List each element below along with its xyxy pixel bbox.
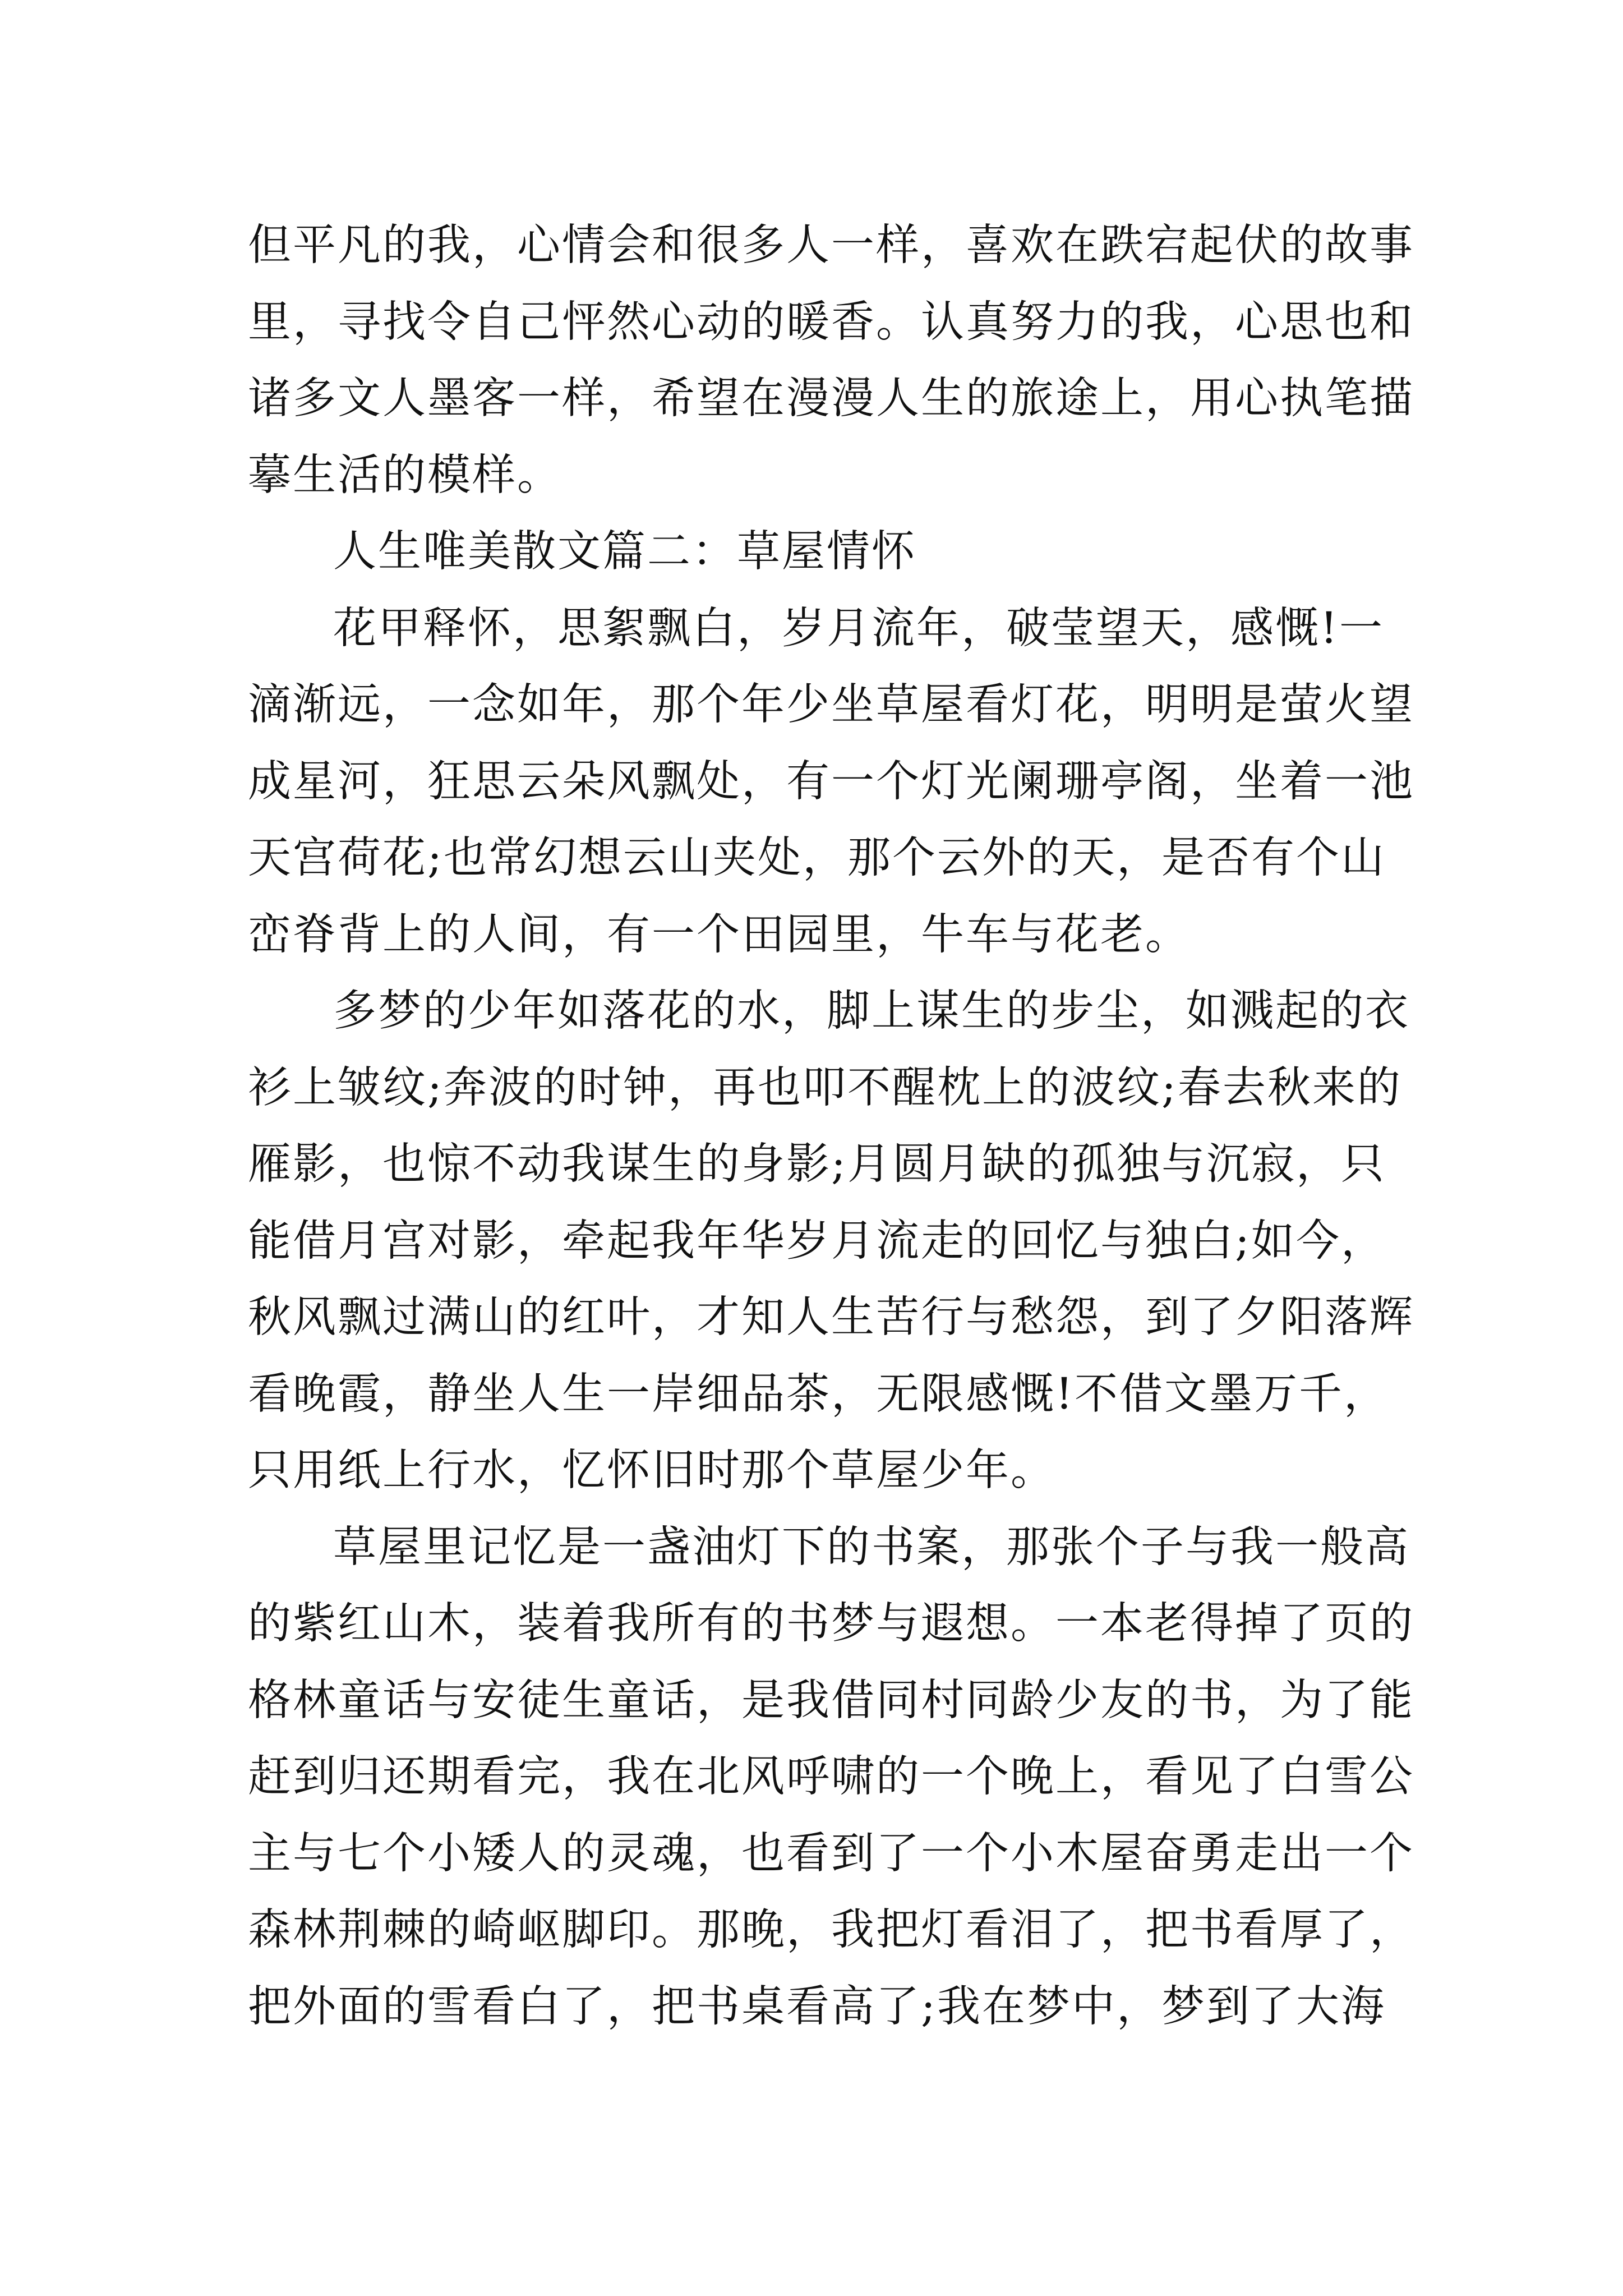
text-line: 成星河，狂思云朵风飘处，有一个灯光阑珊亭阁，坐着一池 xyxy=(248,756,1414,807)
text-line: 里，寻找令自己怦然心动的暖香。认真努力的我，心思也和 xyxy=(248,297,1414,347)
text-line: 能借月宫对影，牵起我年华岁月流走的回忆与独白;如今， xyxy=(248,1216,1386,1266)
text-line: 滴渐远，一念如年，那个年少坐草屋看灯花，明明是萤火望 xyxy=(248,680,1414,730)
text-line: 花甲释怀，思絮飘白，岁月流年，破莹望天，感慨!一 xyxy=(333,603,1384,654)
text-line: 的紫红山木，装着我所有的书梦与遐想。一本老得掉了页的 xyxy=(248,1599,1414,1649)
text-line: 诸多文人墨客一样，希望在漫漫人生的旅途上，用心执笔描 xyxy=(248,374,1414,424)
text-line: 衫上皱纹;奔波的时钟，再也叩不醒枕上的波纹;春去秋来的 xyxy=(248,1062,1402,1113)
text-line: 多梦的少年如落花的水，脚上谋生的步尘，如溅起的衣 xyxy=(333,986,1410,1036)
text-line: 赶到归还期看完，我在北风呼啸的一个晚上，看见了白雪公 xyxy=(248,1752,1414,1802)
text-line: 把外面的雪看白了，把书桌看高了;我在梦中，梦到了大海 xyxy=(248,1981,1386,2032)
text-line: 但平凡的我，心情会和很多人一样，喜欢在跌宕起伏的故事 xyxy=(248,220,1414,270)
text-line: 草屋里记忆是一盏油灯下的书案，那张个子与我一般高 xyxy=(333,1522,1410,1572)
text-line: 格林童话与安徒生童话，是我借同村同龄少友的书，为了能 xyxy=(248,1675,1414,1726)
text-line: 主与七个小矮人的灵魂，也看到了一个小木屋奋勇走出一个 xyxy=(248,1828,1414,1879)
text-line: 人生唯美散文篇二：草屋情怀 xyxy=(333,527,916,577)
text-line: 秋风飘过满山的红叶，才知人生苦行与愁怨，到了夕阳落辉 xyxy=(248,1292,1414,1342)
text-line: 只用纸上行水，忆怀旧时那个草屋少年。 xyxy=(248,1446,1055,1496)
text-line: 天宫荷花;也常幻想云山夹处，那个云外的天，是否有个山 xyxy=(248,833,1386,883)
text-line: 看晚霞，静坐人生一岸细品茶，无限感慨!不借文墨万千， xyxy=(248,1369,1389,1419)
text-line: 峦脊背上的人间，有一个田园里，牛车与花老。 xyxy=(248,909,1190,960)
text-line: 摹生活的模样。 xyxy=(248,450,562,500)
text-line: 雁影，也惊不动我谋生的身影;月圆月缺的孤独与沉寂，只 xyxy=(248,1139,1386,1189)
text-line: 森林荆棘的崎岖脚印。那晚，我把灯看泪了，把书看厚了， xyxy=(248,1905,1414,1955)
body-text xyxy=(248,208,1414,2045)
